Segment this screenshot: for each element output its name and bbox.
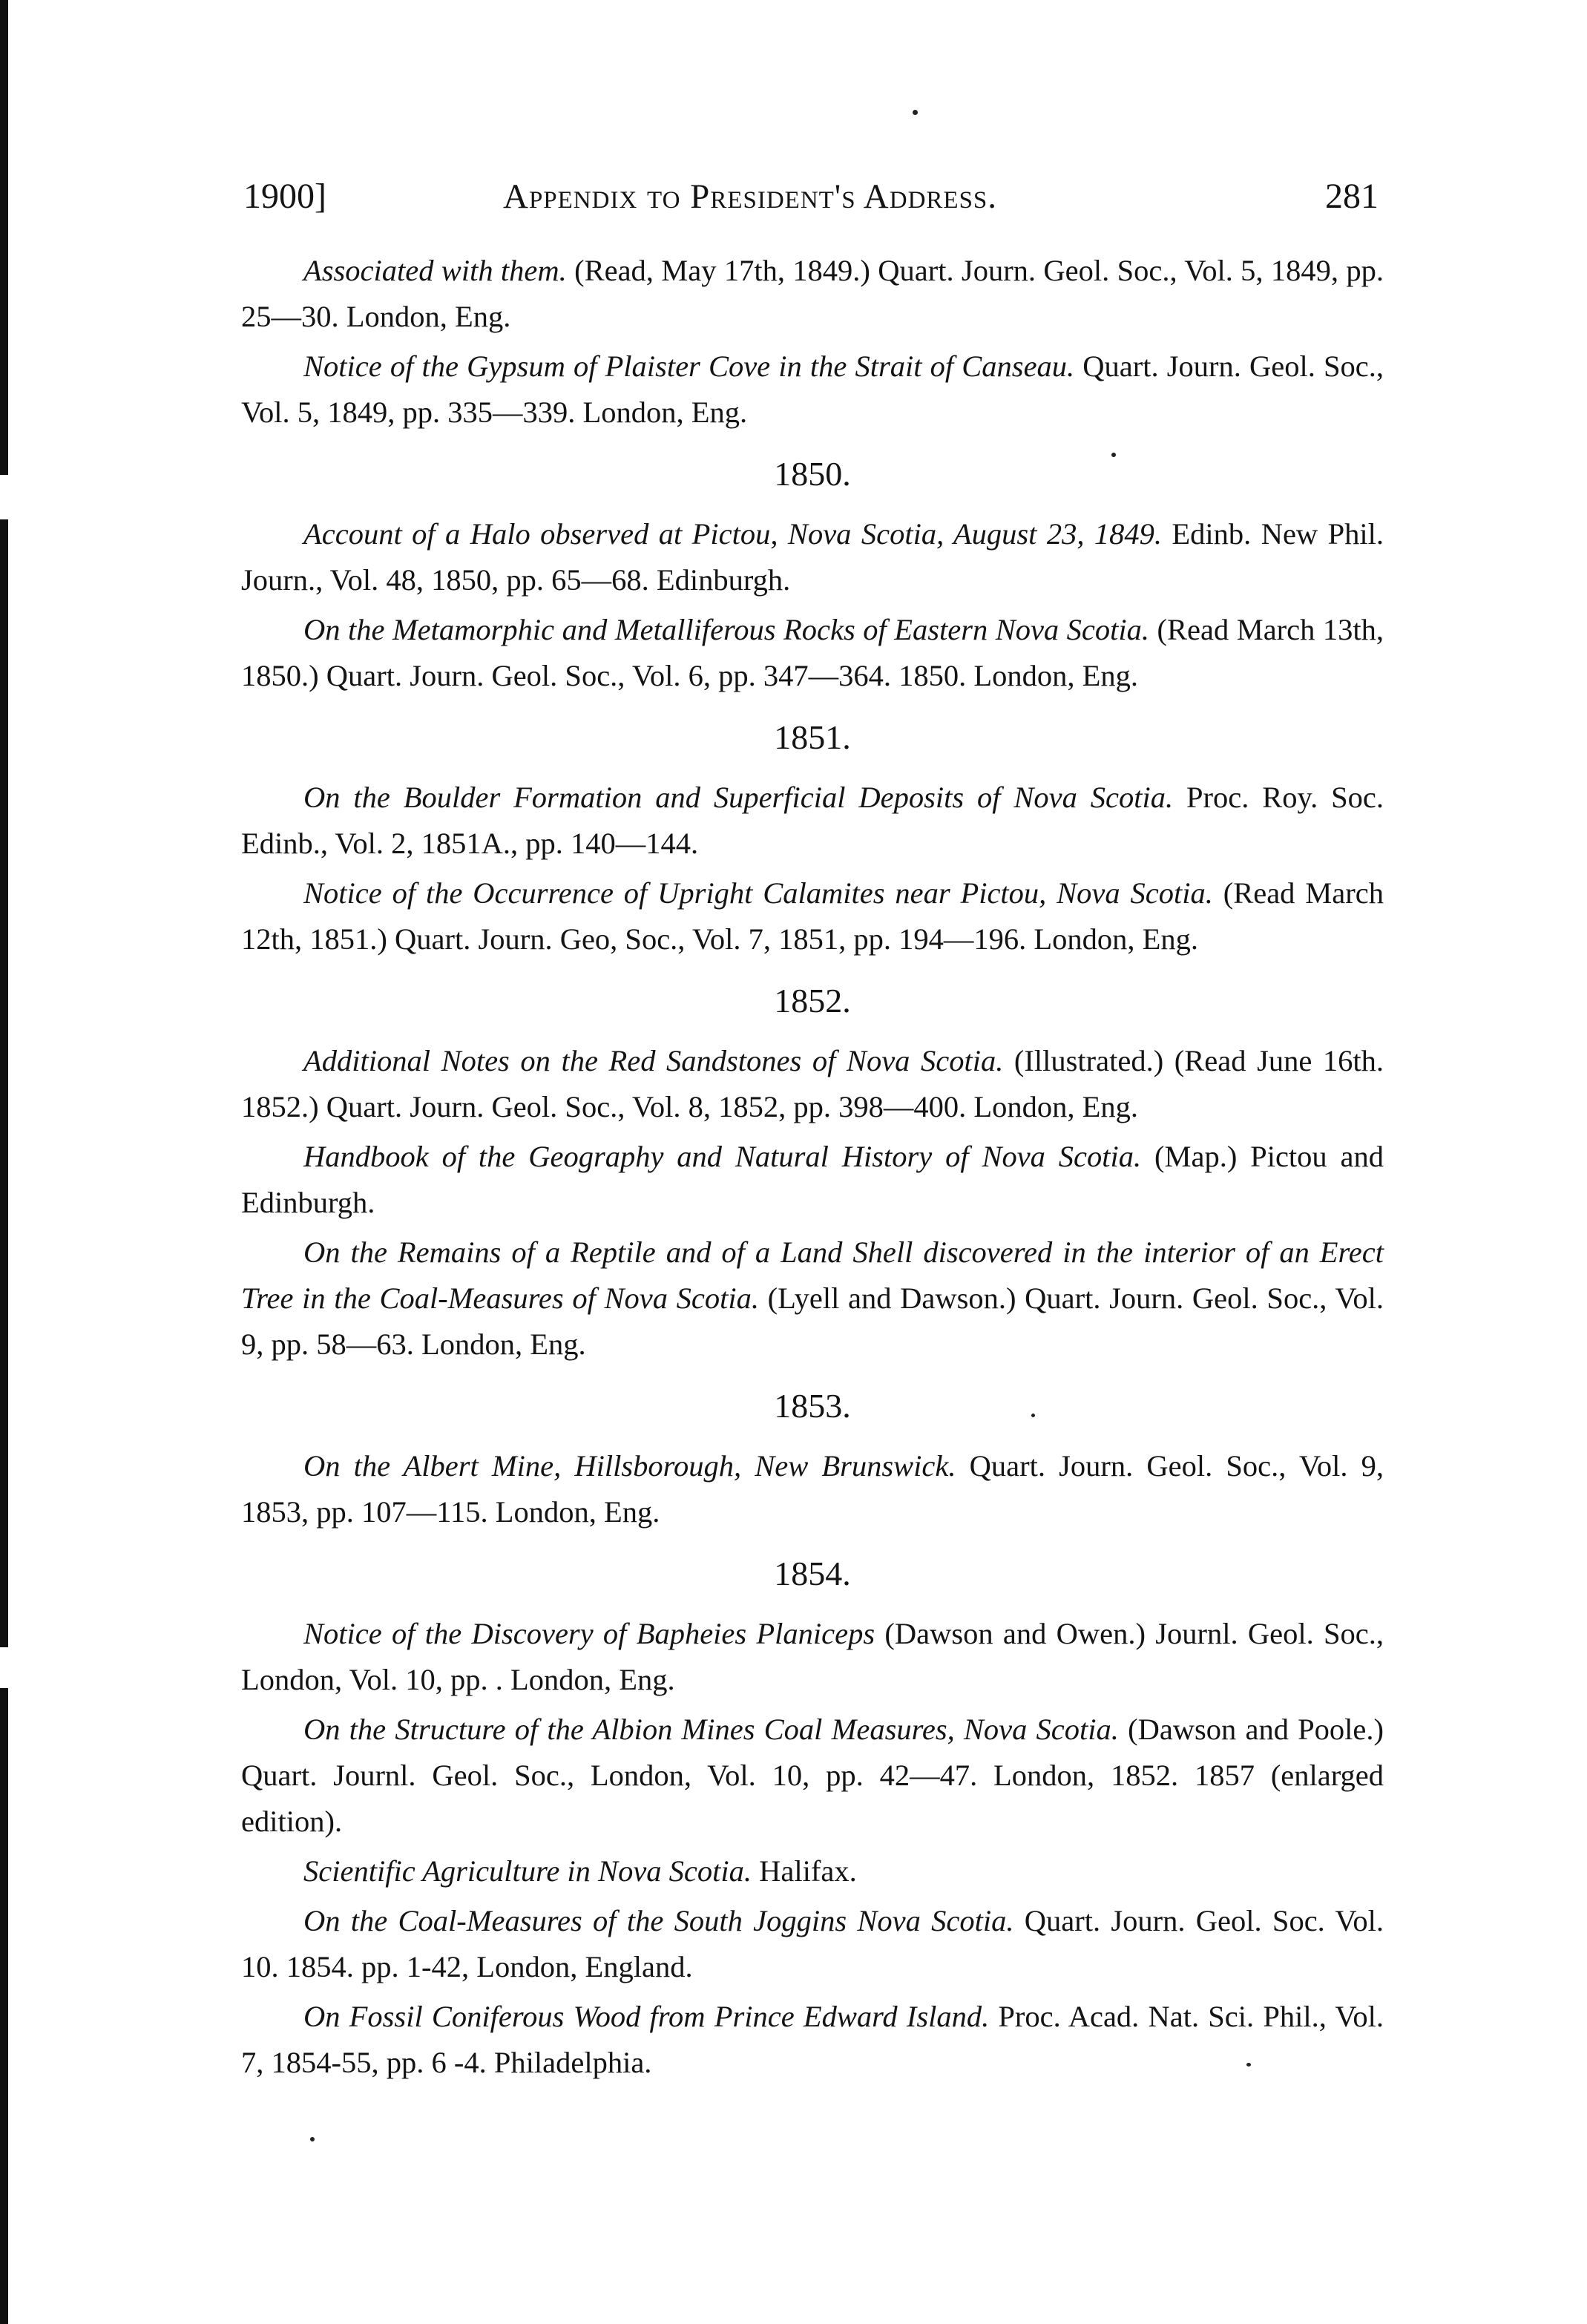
entry-title: Handbook of the Geography and Natural History of Nova Scotia. [303, 1140, 1142, 1173]
entry-details: Quart. Journ. Geol. Soc., Vol. 9, 1853, pp. 107—115. London, Eng. [241, 1449, 1384, 1529]
entry-details: (Read March 13th, 1850.) Quart. Journ. Geol. Soc., Vol. 6, pp. 347—364. 1850. London, Eng. [241, 613, 1384, 692]
header-title: Appendix to President's Address. [503, 177, 998, 216]
entry-title: On the Metamorphic and Metalliferous Rocks of Eastern Nova Scotia. [303, 613, 1150, 646]
entry-title: Associated with them. [303, 254, 567, 287]
bibliography-entry [241, 344, 1384, 436]
entry-title: Notice of the Occurrence of Upright Calamites near Pictou, Nova Scotia. [303, 876, 1213, 910]
entry-details: Quart. Journ. Geol. Soc. Vol. 10. 1854. pp. 1-42, London, England. [241, 1904, 1384, 1983]
entry-details: Quart. Journ. Geol. Soc., Vol. 5, 1849, pp. 335—339. London, Eng. [241, 349, 1384, 429]
entry-details: (Read, May 17th, 1849.) Quart. Journ. Geol. Soc., Vol. 5, 1849, pp. 25—30. London, Eng. [241, 254, 1384, 333]
entry-details: Proc. Roy. Soc. Edinb., Vol. 2, 1851A., pp. 140—144. [241, 781, 1384, 860]
paper-speck [310, 2137, 315, 2141]
entry-details: Halifax. [752, 1854, 857, 1888]
page-spine-edge [0, 0, 8, 2324]
bibliography-entry [241, 1898, 1384, 1990]
bibliography-entry [241, 1848, 1384, 1894]
entry-title: On Fossil Coniferous Wood from Prince Edward Island. [303, 2000, 990, 2033]
spine-gap [0, 1647, 8, 1688]
entry-title: On the Albert Mine, Hillsborough, New Brunswick. [303, 1449, 956, 1483]
entry-title: Scientific Agriculture in Nova Scotia. [303, 1854, 752, 1888]
year-heading: 1850. [774, 455, 851, 493]
entry-details: (Lyell and Dawson.) Quart. Journ. Geol. Soc., Vol. 9, pp. 58—63. London, Eng. [241, 1281, 1384, 1361]
entry-title: On the Boulder Formation and Superficial Deposits of Nova Scotia. [303, 781, 1174, 814]
bibliography-entry [241, 511, 1384, 603]
bibliography-entry [241, 1230, 1384, 1368]
entry-details: Proc. Acad. Nat. Sci. Phil., Vol. 7, 1854-55, pp. 6 -4. Philadelphia. [241, 2000, 1384, 2079]
entry-details: (Read March 12th, 1851.) Quart. Journ. Geo, Soc., Vol. 7, 1851, pp. 194—196. London, Eng. [241, 876, 1384, 956]
entry-details: Edinb. New Phil. Journ., Vol. 48, 1850, pp. 65—68. Edinburgh. [241, 517, 1384, 597]
bibliography-entry [241, 607, 1384, 699]
bibliography-entry [241, 1707, 1384, 1845]
entry-title: On the Structure of the Albion Mines Coal Measures, Nova Scotia. [303, 1713, 1119, 1746]
entry-details: (Illustrated.) (Read June 16th. 1852.) Quart. Journ. Geol. Soc., Vol. 8, 1852, pp. 398—400. London, Eng. [241, 1044, 1384, 1123]
page-number: 281 [1325, 177, 1379, 216]
bibliography-entry [241, 775, 1384, 867]
entry-title: On the Remains of a Reptile and of a Land Shell discovered in the interior of an Erect Tree in the Coal-Measures of Nova Scotia. [241, 1235, 1384, 1315]
year-heading: 1853. [774, 1387, 851, 1425]
bibliography-entry [241, 1994, 1384, 2086]
bibliography-entry [241, 248, 1384, 340]
bibliography-entry [241, 1611, 1384, 1703]
header-year: 1900] [243, 177, 326, 216]
bibliography-entry [241, 1134, 1384, 1226]
year-heading: 1851. [774, 718, 851, 756]
bibliography-entry [241, 1443, 1384, 1535]
entry-title: Account of a Halo observed at Pictou, Nova Scotia, August 23, 1849. [303, 517, 1162, 551]
entry-title: Additional Notes on the Red Sandstones of Nova Scotia. [303, 1044, 1004, 1077]
entry-title: Notice of the Gypsum of Plaister Cove in the Strait of Canseau. [303, 349, 1075, 383]
spine-gap [0, 475, 8, 519]
bibliography-body [241, 248, 1384, 2086]
paper-speck [913, 110, 918, 115]
entry-title: Notice of the Discovery of Bapheies Planiceps [303, 1617, 875, 1650]
bibliography-entry [241, 870, 1384, 962]
year-heading: 1854. [774, 1555, 851, 1592]
entry-details: (Dawson and Poole.) Quart. Journl. Geol. Soc., London, Vol. 10, pp. 42—47. London, 1852. 1857 (enlarged edition). [241, 1713, 1384, 1838]
bibliography-entry [241, 1038, 1384, 1130]
page-header [243, 171, 1379, 223]
entry-title: On the Coal-Measures of the South Joggins Nova Scotia. [303, 1904, 1014, 1937]
entry-details: (Map.) Pictou and Edinburgh. [241, 1140, 1384, 1219]
year-heading: 1852. [774, 982, 851, 1020]
entry-details: (Dawson and Owen.) Journl. Geol. Soc., London, Vol. 10, pp. . London, Eng. [241, 1617, 1384, 1696]
